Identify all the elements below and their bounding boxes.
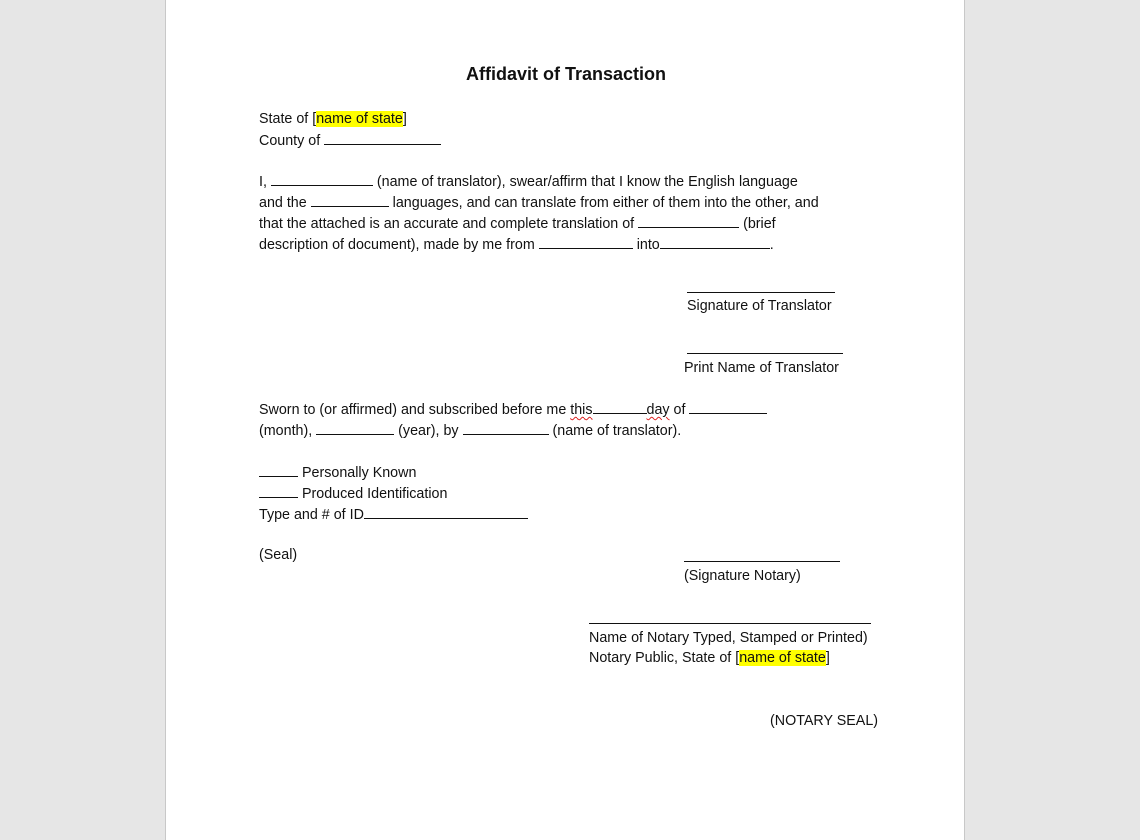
notary-state-placeholder: name of state <box>739 650 826 666</box>
para1-line2 <box>259 192 819 213</box>
into-language-blank <box>660 234 770 249</box>
sworn-line2 <box>259 420 681 441</box>
county-prefix: County of <box>259 133 325 149</box>
para1-text: description of document), made by me from <box>259 237 539 253</box>
state-suffix: ] <box>402 111 407 127</box>
notary-name-line <box>589 623 871 624</box>
month-blank <box>689 399 767 414</box>
print-name-translator-label: Print Name of Translator <box>684 360 839 376</box>
day-blank <box>593 399 647 414</box>
personally-known-label: Personally Known <box>298 465 417 481</box>
para1-text: languages, and can translate from either of them into the other, and <box>388 195 819 211</box>
from-language-blank <box>539 234 633 249</box>
notary-signature-line <box>684 561 840 562</box>
state-line <box>259 109 407 129</box>
produced-identification-label: Produced Identification <box>298 486 448 502</box>
type-id-label: Type and # of ID <box>259 507 364 523</box>
para1-text: (name of translator), swear/affirm that I know the English language <box>372 174 798 190</box>
notary-state-prefix: Notary Public, State of [ <box>589 650 740 666</box>
translator-blank <box>463 420 549 435</box>
signature-notary-label: (Signature Notary) <box>684 568 801 584</box>
sworn-line1 <box>259 399 767 420</box>
para1-line1 <box>259 171 798 192</box>
sworn-text: (month), <box>259 423 317 439</box>
sworn-this-word: this <box>570 402 593 418</box>
seal-label: (Seal) <box>259 547 298 563</box>
personally-known-blank <box>259 462 298 477</box>
para1-text: into <box>632 237 660 253</box>
type-id-blank <box>364 504 528 519</box>
sworn-text: Sworn to (or affirmed) and subscribed before me <box>259 402 571 418</box>
para1-text: (brief <box>739 216 776 232</box>
para1-text: . <box>769 237 774 253</box>
state-placeholder: name of state <box>316 111 403 127</box>
sworn-day-word: day <box>646 402 670 418</box>
year-blank <box>316 420 394 435</box>
produced-identification-line <box>259 483 447 504</box>
document-description-blank <box>638 213 739 228</box>
notary-name-label: Name of Notary Typed, Stamped or Printed) <box>589 630 868 646</box>
produced-identification-blank <box>259 483 298 498</box>
para1-text: I, <box>259 174 271 190</box>
translator-print-name-line <box>687 353 843 354</box>
language-blank <box>311 192 389 207</box>
county-line <box>259 130 441 151</box>
para1-text: and the <box>259 195 311 211</box>
notary-state-suffix: ] <box>825 650 830 666</box>
sworn-text: (year), by <box>394 423 463 439</box>
signature-translator-label: Signature of Translator <box>687 298 832 314</box>
document-title: Affidavit of Transaction <box>465 64 667 84</box>
para1-line3 <box>259 213 776 234</box>
para1-text: that the attached is an accurate and complete translation of <box>259 216 639 232</box>
translator-signature-line <box>687 292 835 293</box>
translator-name-blank <box>271 171 373 186</box>
notary-seal-label: (NOTARY SEAL) <box>770 713 879 729</box>
notary-state-line <box>589 648 830 668</box>
state-prefix: State of [ <box>259 111 317 127</box>
sworn-text: of <box>669 402 690 418</box>
personally-known-line <box>259 462 416 483</box>
para1-line4 <box>259 234 774 255</box>
document-page <box>165 0 965 840</box>
sworn-text: (name of translator). <box>548 423 682 439</box>
type-id-line <box>259 504 528 525</box>
county-blank <box>324 130 441 145</box>
